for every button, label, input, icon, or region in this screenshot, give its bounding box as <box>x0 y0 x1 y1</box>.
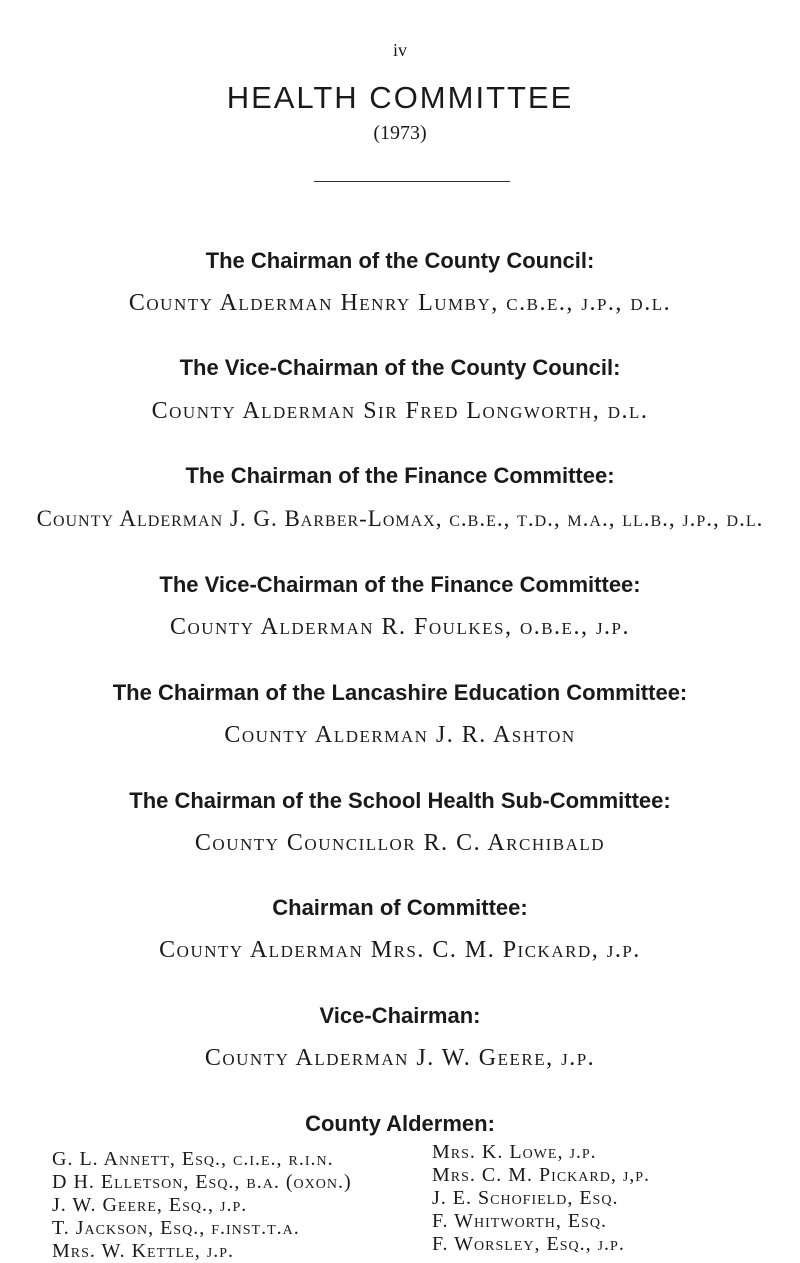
section-heading: The Chairman of the Finance Committee: <box>185 463 615 488</box>
aldermen-left-column <box>52 1148 352 1263</box>
alderman-entry: T. Jackson, Esq., f.inst.t.a. <box>52 1217 300 1239</box>
year: (1973) <box>373 122 427 144</box>
section-name: County Alderman Mrs. C. M. Pickard, j.p. <box>159 937 641 963</box>
alderman-entry: J. W. Geere, Esq., j.p. <box>52 1194 248 1216</box>
section-heading: The Vice-Chairman of the Finance Committee: <box>159 572 641 597</box>
section-heading: The Vice-Chairman of the County Council: <box>179 355 621 380</box>
alderman-entry: Mrs. K. Lowe, j.p. <box>432 1141 597 1163</box>
alderman-entry: Mrs. C. M. Pickard, j,p. <box>432 1164 651 1186</box>
alderman-entry: F. Worsley, Esq., j.p. <box>432 1233 625 1255</box>
section-name: County Councillor R. C. Archibald <box>194 830 606 856</box>
section-heading: The Chairman of the School Health Sub-Committee: <box>129 788 671 813</box>
alderman-entry: J. E. Schofield, Esq. <box>432 1187 619 1209</box>
page-number: iv <box>392 40 407 60</box>
section-heading: The Chairman of the County Council: <box>205 248 595 273</box>
section-heading: Chairman of Committee: <box>272 895 528 920</box>
alderman-entry: G. L. Annett, Esq., c.i.e., r.i.n. <box>52 1148 334 1170</box>
section-name: County Alderman Sir Fred Longworth, d.l. <box>151 398 649 424</box>
aldermen-heading: County Aldermen: <box>305 1111 495 1136</box>
section-heading: The Chairman of the Lancashire Education Committee: <box>112 680 688 705</box>
aldermen-right-column <box>432 1141 650 1256</box>
section-name: County Alderman J. G. Barber-Lomax, c.b.e., t.d., m.a., ll.b., j.p., d.l. <box>36 506 764 531</box>
section-name: County Alderman Henry Lumby, c.b.e., j.p., d.l. <box>128 290 672 316</box>
section-heading: Vice-Chairman: <box>319 1003 481 1028</box>
alderman-entry: Mrs. W. Kettle, j.p. <box>52 1240 235 1262</box>
section-name: County Alderman R. Foulkes, o.b.e., j.p. <box>169 614 631 640</box>
section-name: County Alderman J. R. Ashton <box>224 722 576 748</box>
alderman-entry: D H. Elletson, Esq., b.a. (oxon.) <box>52 1171 352 1193</box>
divider-rule <box>314 181 510 182</box>
page-title: HEALTH COMMITTEE <box>226 80 574 115</box>
alderman-entry: F. Whitworth, Esq. <box>432 1210 607 1232</box>
section-name: County Alderman J. W. Geere, j.p. <box>204 1045 596 1071</box>
